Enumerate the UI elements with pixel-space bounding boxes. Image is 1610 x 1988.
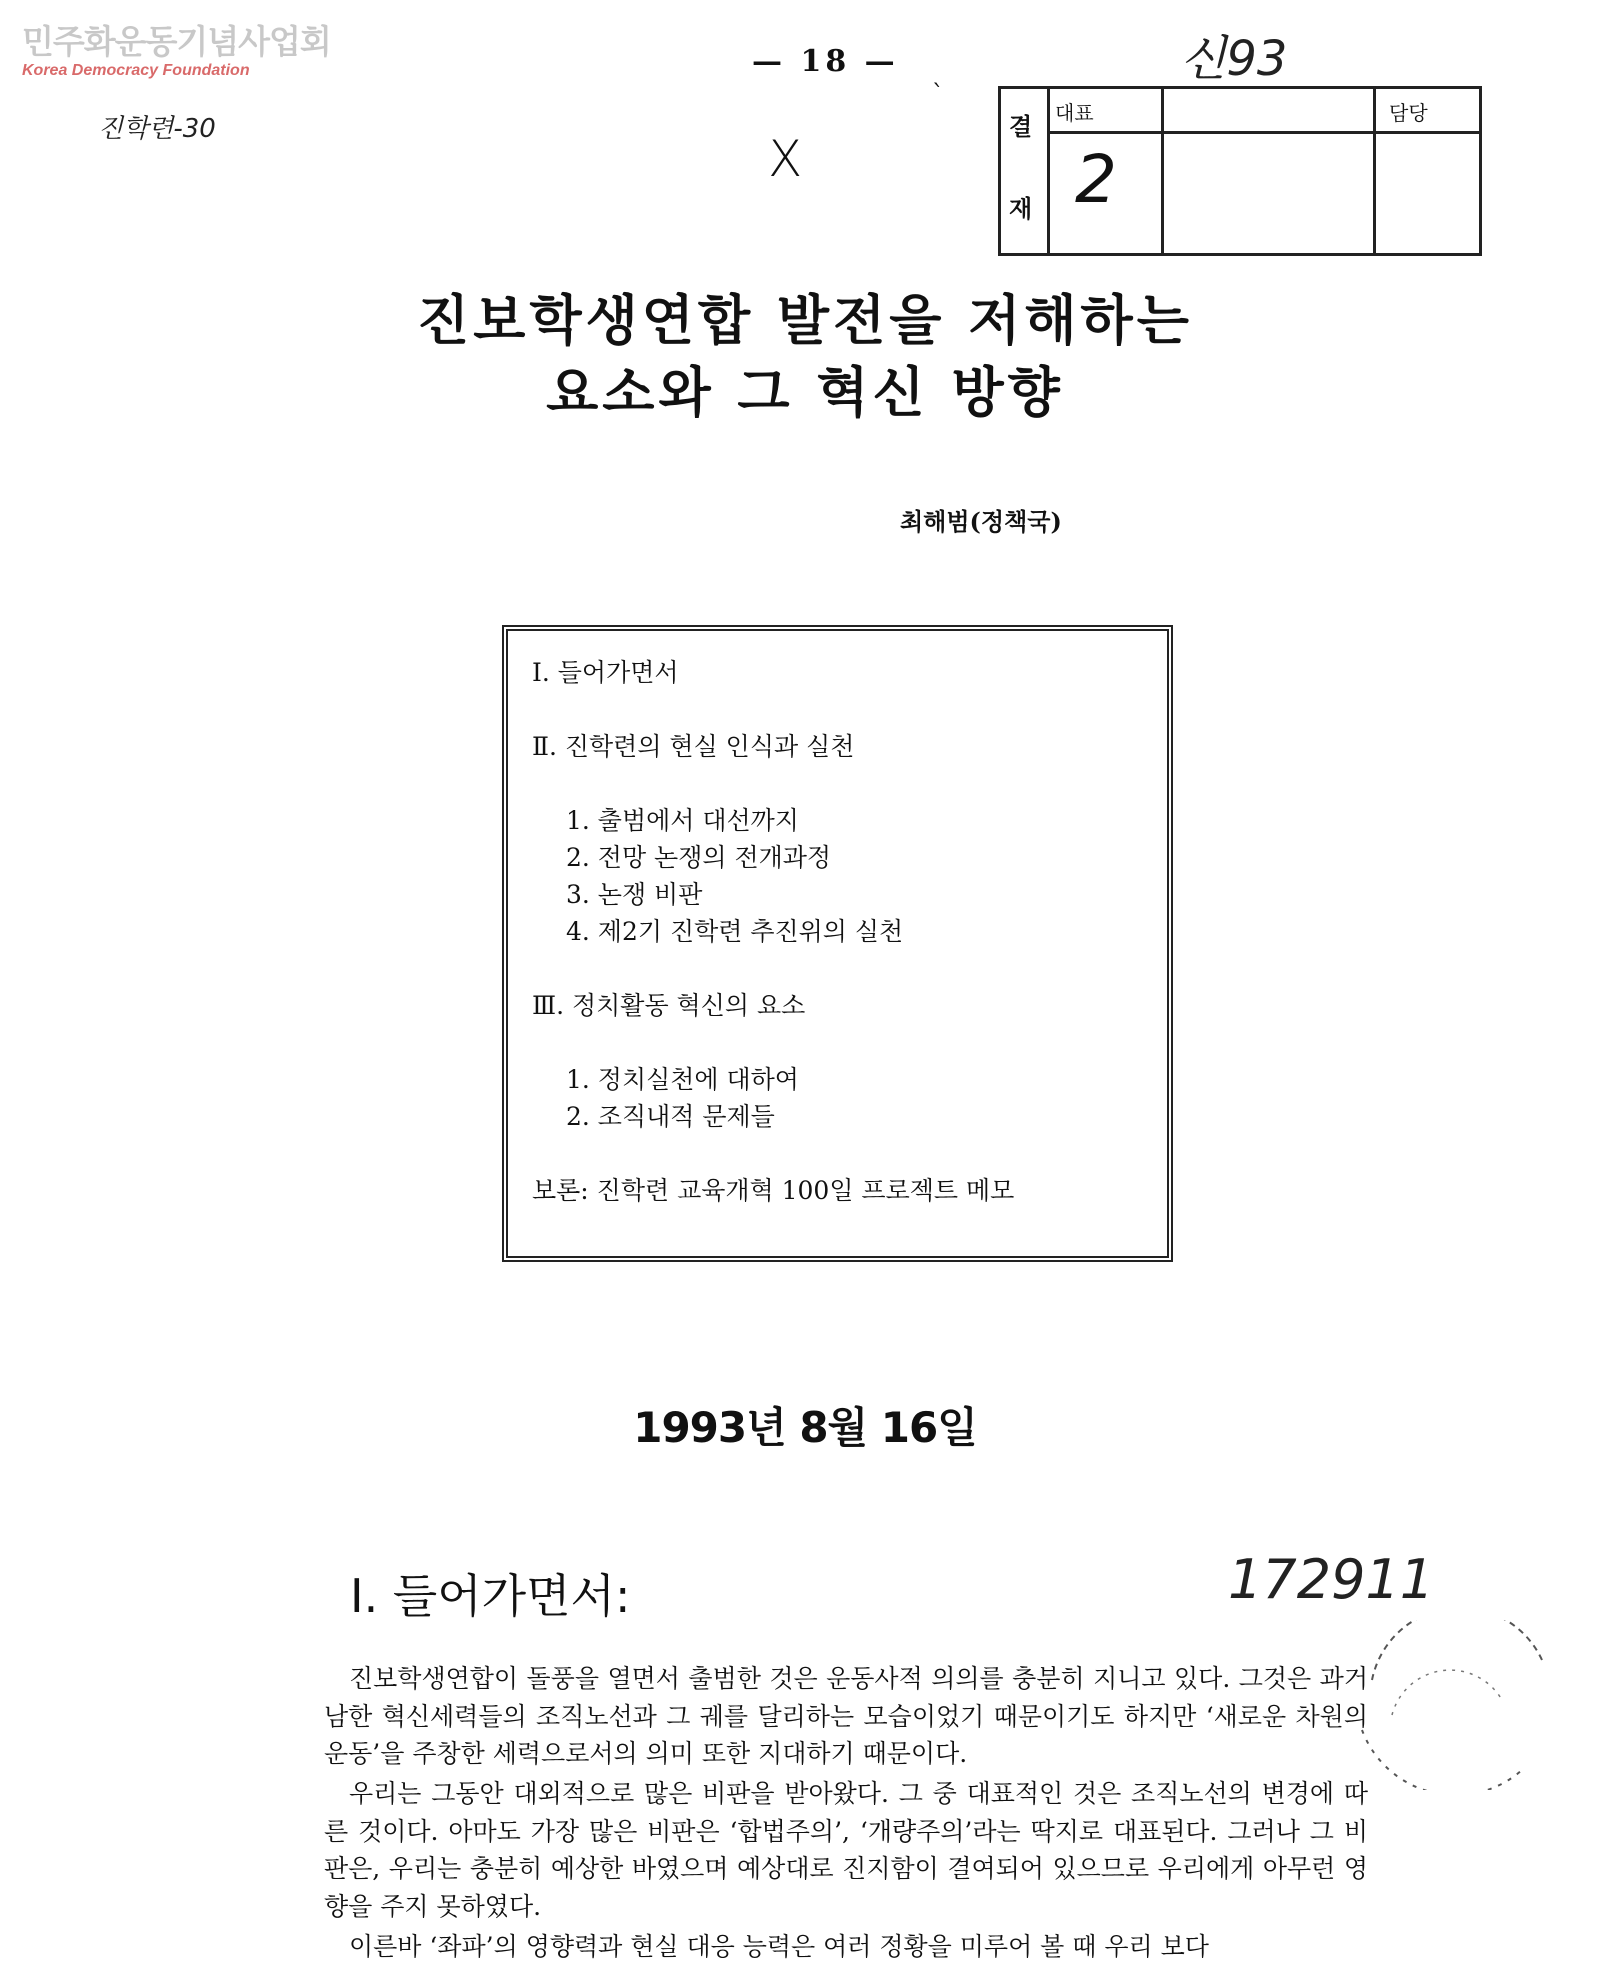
- stamp-left-column: [1001, 89, 1050, 253]
- stamp-header-representative: 대표: [1055, 101, 1094, 125]
- toc-item: 1. 출범에서 대선까지: [566, 806, 799, 835]
- body-paragraph: 우리는 그동안 대외적으로 많은 비판을 받아왔다. 그 중 대표적인 것은 조직노선의 변경에 따른 것이다. 아마도 가장 많은 비판은 ‘합법주의’, ‘개량주의’라는 딱지로 대표된다. 그러나 그 비판은, 우리는 충분히 예상한 바였으며 예상대로 진지함이 결여되어 있으므로 우리에게 아무런 영향을 주지 못하였다.: [324, 1779, 1368, 1921]
- partial-round-stamp: [1352, 1620, 1552, 1790]
- stamp-header-staff: 담당: [1389, 101, 1428, 125]
- toc-item: Ⅲ. 정치활동 혁신의 요소: [532, 991, 806, 1020]
- body-paragraph: 이른바 ‘좌파’의 영향력과 현실 대응 능력은 여러 정황을 미루어 볼 때 우리 보다: [349, 1932, 1209, 1961]
- stamp-label-bottom: 재: [1009, 194, 1033, 223]
- toc-item: 3. 논쟁 비판: [566, 880, 703, 909]
- handwritten-top-right: 신93: [1180, 31, 1288, 87]
- document-title-line2: 요소와 그 혁신 방향: [546, 360, 1064, 424]
- stamp-divider: [1373, 89, 1376, 253]
- toc-item: 보론: 진학련 교육개혁 100일 프로젝트 메모: [532, 1176, 1015, 1205]
- toc-item: 2. 조직내적 문제들: [566, 1102, 775, 1131]
- watermark-org-english: Korea Democracy Foundation: [22, 62, 250, 79]
- document-date: 1993년 8월 16일: [633, 1403, 977, 1452]
- stamp-divider: [1161, 89, 1164, 253]
- approval-stamp: [998, 86, 1482, 256]
- section-heading: Ⅰ. 들어가면서:: [350, 1569, 631, 1623]
- stamp-label-top: 결: [1009, 112, 1033, 141]
- stamp-divider: [1047, 131, 1479, 134]
- page-number: — 18 —: [752, 44, 899, 79]
- tick-mark: ˋ: [932, 80, 944, 108]
- body-paragraph: 진보학생연합이 돌풍을 열면서 출범한 것은 운동사적 의의를 충분히 지니고 있다. 그것은 과거 남한 혁신세력들의 조직노선과 그 궤를 달리하는 모습이었기 때문이기도 하지만 ‘새로운 차원의 운동’을 주창한 세력으로서의 의미 또한 지대하기 때문이다.: [324, 1664, 1368, 1768]
- table-of-contents: [502, 625, 1173, 1262]
- handwritten-number: 172911: [1228, 1548, 1435, 1611]
- toc-item: 1. 정치실천에 대하여: [566, 1065, 799, 1094]
- toc-item: Ⅱ. 진학련의 현실 인식과 실천: [532, 732, 855, 761]
- toc-item: Ⅰ. 들어가면서: [532, 658, 679, 687]
- author: 최해범(정책국): [900, 507, 1062, 536]
- handwritten-x-mark: X: [768, 130, 803, 188]
- toc-item: 4. 제2기 진학련 추진위의 실천: [566, 917, 904, 946]
- document-title-line1: 진보학생연합 발전을 저해하는: [417, 288, 1193, 352]
- toc-item: 2. 전망 논쟁의 전개과정: [566, 843, 832, 872]
- watermark-org-korean: 민주화운동기념사업회: [22, 22, 331, 61]
- stamp-signature: 2: [1075, 141, 1117, 218]
- archive-code: 진학련-30: [98, 114, 216, 144]
